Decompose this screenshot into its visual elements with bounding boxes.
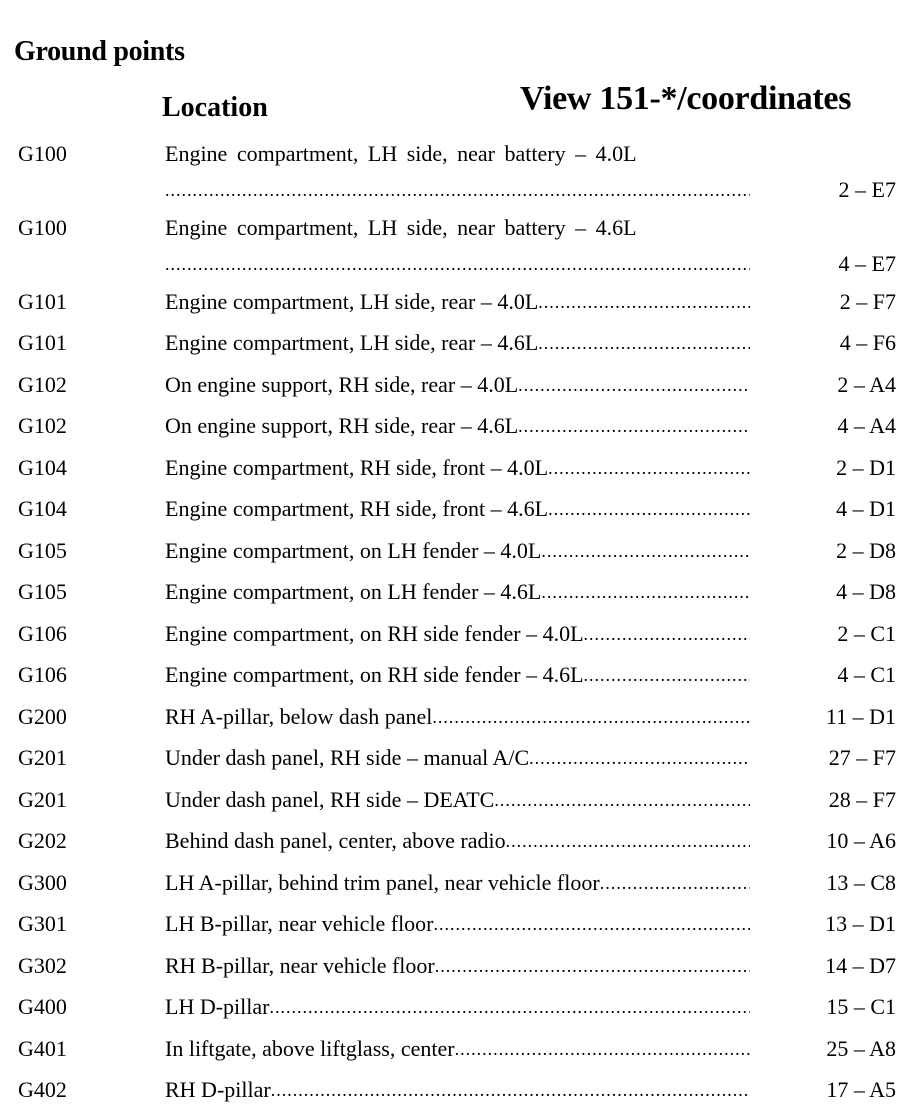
view-coordinate: 2 – F7 — [839, 289, 896, 314]
view-coordinate: 28 – F7 — [828, 787, 896, 812]
view-coordinate: 2 – C1 — [837, 621, 896, 646]
ground-point-code: G100 — [18, 215, 67, 240]
ground-point-code: G302 — [18, 953, 67, 978]
view-coordinate: 4 – A4 — [837, 413, 896, 438]
location-text: Engine compartment, RH side, front – 4.6L ..... — [165, 496, 750, 522]
location-text: Behind dash panel, center, above radio ..... — [165, 828, 750, 854]
ground-point-code: G105 — [18, 538, 67, 563]
view-coordinate: 2 – D1 — [836, 455, 896, 480]
location-text: Engine compartment, on LH fender – 4.0L ..... — [165, 538, 750, 564]
view-coordinate: 10 – A6 — [826, 828, 896, 853]
ground-point-code: G106 — [18, 621, 67, 646]
location-column-header: Location — [162, 92, 268, 123]
ground-point-code: G101 — [18, 289, 67, 314]
ground-point-code: G402 — [18, 1077, 67, 1102]
ground-point-code: G202 — [18, 828, 67, 853]
ground-point-code: G200 — [18, 704, 67, 729]
view-coordinate: 17 – A5 — [826, 1077, 896, 1102]
location-text: Engine compartment, LH side, rear – 4.6L ..... — [165, 330, 750, 356]
location-text: Under dash panel, RH side – DEATC ..... — [165, 787, 750, 813]
location-text: Engine compartment, RH side, front – 4.0L ..... — [165, 455, 750, 481]
view-coordinate: 27 – F7 — [828, 745, 896, 770]
ground-point-code: G104 — [18, 496, 67, 521]
page-title: Ground points — [14, 36, 185, 67]
location-text: LH B-pillar, near vehicle floor ..... — [165, 911, 750, 937]
ground-point-code: G104 — [18, 455, 67, 480]
view-coordinate: 13 – D1 — [825, 911, 896, 936]
location-text: On engine support, RH side, rear – 4.0L ..... — [165, 372, 750, 398]
location-text: Engine compartment, LH side, rear – 4.0L ..... — [165, 289, 750, 315]
location-text: RH D-pillar ..... — [165, 1077, 750, 1103]
ground-point-code: G201 — [18, 787, 67, 812]
view-coordinate: 4 – D1 — [836, 496, 896, 521]
location-text: Engine compartment, on LH fender – 4.6L ..... — [165, 579, 750, 605]
view-coordinate: 2 – D8 — [836, 538, 896, 563]
view-coordinate: 4 – E7 — [838, 251, 896, 276]
location-text: On engine support, RH side, rear – 4.6L ..... — [165, 413, 750, 439]
location-text: Engine compartment, on RH side fender – 4.0L ..... — [165, 621, 750, 647]
view-coordinate: 2 – A4 — [837, 372, 896, 397]
ground-point-code: G300 — [18, 870, 67, 895]
location-text: In liftgate, above liftglass, center ..... — [165, 1036, 750, 1062]
dot-leader — [165, 251, 750, 277]
ground-point-code: G401 — [18, 1036, 67, 1061]
location-text: Under dash panel, RH side – manual A/C ..... — [165, 745, 750, 771]
ground-point-code: G100 — [18, 141, 67, 166]
view-coordinate: 2 – E7 — [838, 177, 896, 202]
ground-point-code: G201 — [18, 745, 67, 770]
location-text: RH A-pillar, below dash panel ..... — [165, 704, 750, 730]
ground-point-code: G105 — [18, 579, 67, 604]
view-coordinate: 14 – D7 — [825, 953, 896, 978]
view-coordinate: 25 – A8 — [826, 1036, 896, 1061]
view-coordinate: 4 – F6 — [839, 330, 896, 355]
ground-point-code: G301 — [18, 911, 67, 936]
view-coordinate: 15 – C1 — [826, 994, 896, 1019]
ground-point-code: G400 — [18, 994, 67, 1019]
view-coordinate: 4 – D8 — [836, 579, 896, 604]
ground-point-code: G102 — [18, 372, 67, 397]
view-coordinate: 4 – C1 — [837, 662, 896, 687]
location-text: Engine compartment, LH side, near battery – 4.6L — [165, 215, 637, 240]
view-coordinate: 13 – C8 — [826, 870, 896, 895]
ground-point-code: G102 — [18, 413, 67, 438]
dot-leader — [165, 177, 750, 203]
location-text: Engine compartment, LH side, near battery – 4.0L — [165, 141, 637, 166]
ground-point-code: G106 — [18, 662, 67, 687]
view-coordinate: 11 – D1 — [825, 704, 896, 729]
location-text: LH A-pillar, behind trim panel, near vehicle floor ..... — [165, 870, 750, 896]
ground-point-code: G101 — [18, 330, 67, 355]
view-coordinates-column-header: View 151-*/coordinates — [520, 80, 852, 117]
location-text: LH D-pillar ..... — [165, 994, 750, 1020]
location-text: Engine compartment, on RH side fender – 4.6L ..... — [165, 662, 750, 688]
location-text: RH B-pillar, near vehicle floor ..... — [165, 953, 750, 979]
